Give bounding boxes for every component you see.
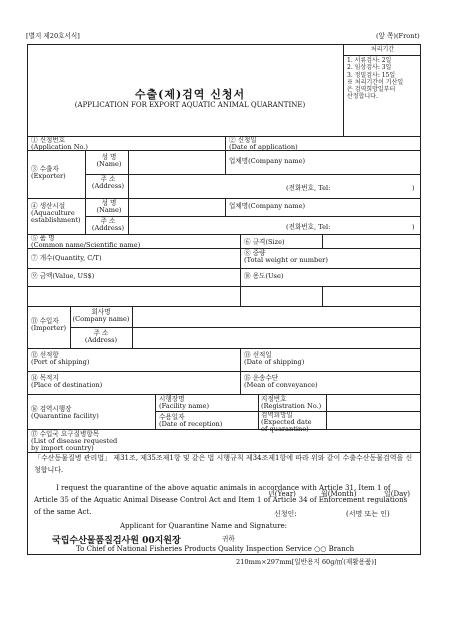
quantity-label: ⑦ 개수(Quantity, C/T) [31,254,102,262]
amount-label: ⑨ 금액(Value, US$) [31,272,95,280]
processing-period-line: 2. 임상검사: 3일 [347,64,392,72]
disease-list-label: ⑰ 수입국 요구질병항목 (List of disease requested by import country) [31,430,118,452]
form-title-english: (APPLICATION FOR EXPORT AQUATIC ANIMAL QUARANTINE) [74,101,306,109]
date-month-label: 월(Month) [321,490,357,498]
facility-name-label: 시행장명 (Facility name) [159,395,210,410]
aqua-name-label: 성 명 (Name) [96,199,122,214]
date-of-application-label: ② 신청일 (Date of application) [229,136,298,151]
aquaculture-label: ④ 생산시설 (Aquaculture establishment) [31,202,81,224]
application-no-label: ① 신청번호 (Application No.) [31,136,88,151]
recipient-suffix: 귀하 [222,535,235,543]
port-of-shipping-label: ⑫ 선적항 (Port of shipping) [31,351,90,366]
processing-period-line: ※ 처리기간이 기산일 [347,78,404,86]
processing-period-line: 은 검역희망일부터 [347,86,396,94]
exporter-tel-close: ) [412,184,415,192]
expected-date-label: 검역희망일 (Expected date of quarantine) [261,411,312,433]
exporter-label: ③ 수출자 (Exporter) [31,165,66,180]
exporter-name-label: 성 명 (Name) [96,153,122,168]
paper-size-footer: 210mm×297mm[일반용지 60g/㎡(재활용품)] [236,558,377,566]
processing-period-line: 3. 정밀검사: 15일 [347,71,396,79]
destination-label: ⑭ 목적지 (Place of destination) [31,374,103,389]
quarantine-facility-label: ⑯ 검역시행장 (Quarantine facility) [31,405,99,420]
registration-no-label: 지정번호 (Registration No.) [261,395,322,410]
conveyance-label: ⑮ 운송수단 (Mean of conveyance) [244,374,318,389]
importer-label: ⑪ 수입자 (Importer) [31,317,67,332]
aqua-tel-close: ) [412,223,415,231]
aqua-address-label: 주 소 (Address) [91,217,125,232]
declaration-korean: 「수산동물질병 관리법」 제31조, 제35조제1항 및 같은 법 시행규칙 제34조제1항에 따라 위와 같이 수출수산동물검역을 신청합니다. [34,454,413,474]
page-side-label: (앞 쪽)(Front) [376,32,420,40]
importer-address-label: 주 소 (Address) [84,329,118,344]
use-label: ⑩ 용도(Use) [244,272,284,280]
signature-label: (서명 또는 인) [346,510,390,518]
common-name-label: ⑤ 품 명 (Common name/Scientific name) [31,234,141,249]
applicant-english-label: Applicant for Quarantine Name and Signature: [120,522,287,530]
date-day-label: 일(Day) [384,490,410,498]
aqua-tel-label: (전화번호, Tel: [286,223,331,231]
processing-period-line: 1. 서류검사: 2일 [347,57,392,64]
processing-period-line: 산정합니다. [347,93,378,101]
declaration-english: I request the quarantine of the above aquatic animals in accordance with Article 31, Item 1 of Article 35 of the Aquatic Animal Disease Control Act and Item 1 of Article 34 of Enforcement regulations of the same Act. [34,484,408,516]
processing-period-box [343,44,421,136]
processing-period-title: 처리기간 [344,44,421,56]
weight-label: ⑧ 중량 (Total weight or number) [244,249,328,264]
applicant-label: 신청인: [274,510,297,518]
processing-period-lines [344,56,421,104]
exporter-address-label: 주 소 (Address) [91,175,125,190]
date-of-shipping-label: ⑬ 선적일 (Date of shipping) [244,351,305,366]
date-year-label: 년(Year) [268,490,296,498]
aqua-company-label: 업체명(Company name) [229,202,306,210]
exporter-company-label: 업체명(Company name) [229,157,306,165]
form-number: [별지 제20호서식] [26,32,80,40]
form-title: 수출(제)검역 신청서 [134,88,246,101]
exporter-tel-label: (전화번호, Tel: [286,184,331,192]
importer-company-label: 회사명 (Company name) [72,308,130,323]
date-of-reception-label: 수용일자 (Date of reception) [159,413,223,428]
size-label: ⑥ 규격(Size) [244,238,285,246]
recipient-korean: 국립수산물품질검사원 00지원장 [52,536,181,546]
recipient-english: To Chief of National Fisheries Products Quality Inspection Service ○○ Branch [76,545,355,553]
